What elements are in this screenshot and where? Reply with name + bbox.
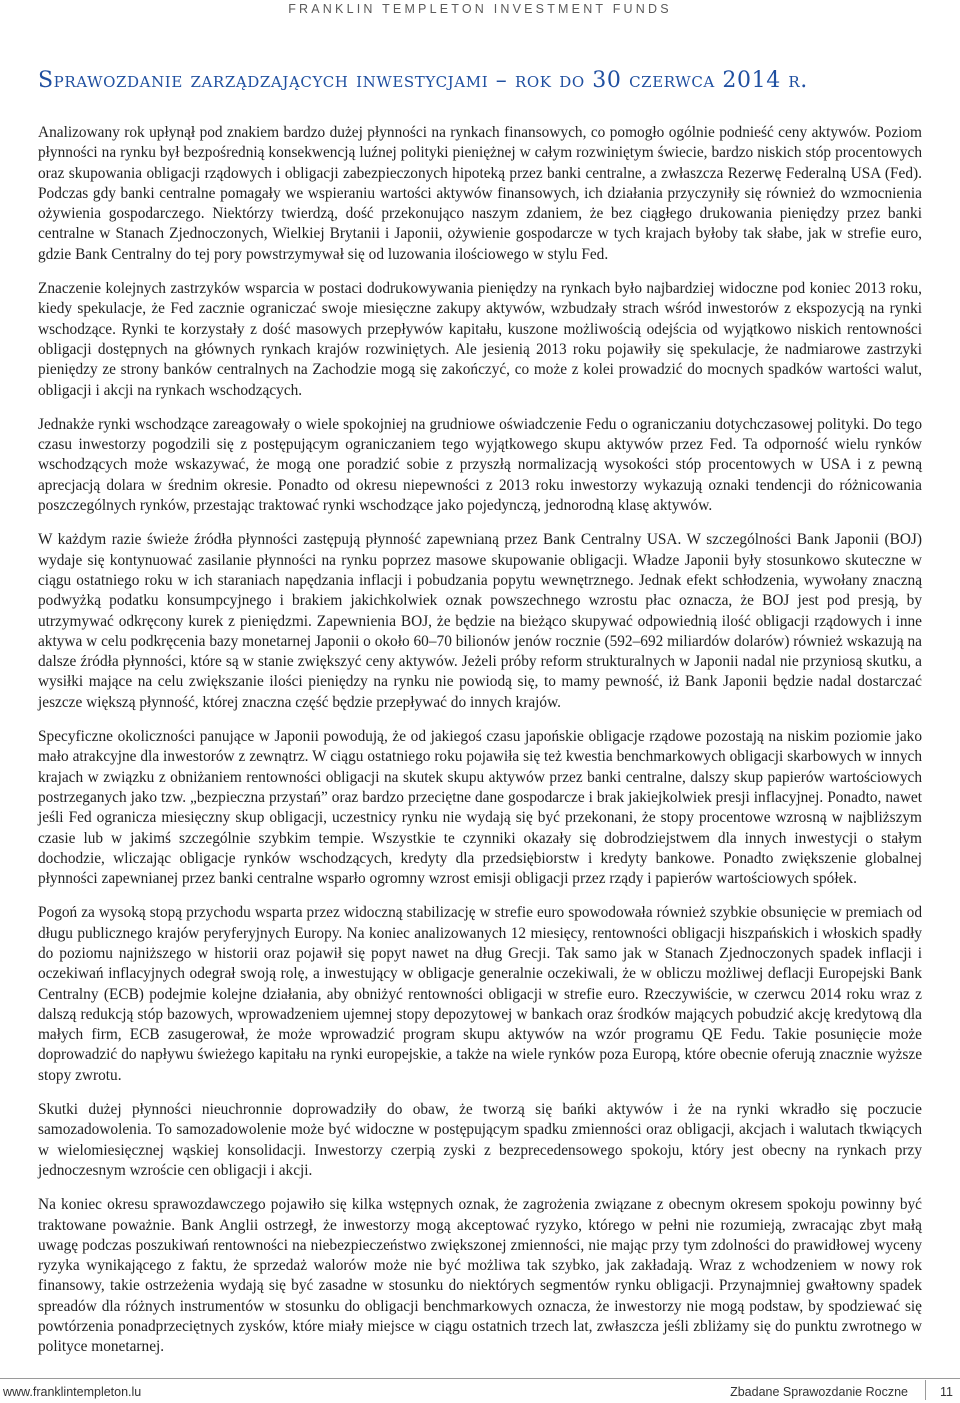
footer-url-link[interactable]: www.franklintempleton.lu <box>3 1385 142 1399</box>
paragraph: Jednakże rynki wschodzące zareagowały o wiele spokojniej na grudniowe oświadczenie Fedu o ograniczaniu dotychczasowej polityki. Do tego czasu inwestorzy pogodzili się z postępującym ograniczaniem tego wyjątkowego skupu aktywów przez Fed. Ta odporność wielu rynków wschodzących może wskazywać, że mogą one poradzić sobie z przyszłą normalizacją wysokości stóp procentowych w USA i z pewną aprecjacją dolara w średnim okresie. Ponadto od okresu niepewności z 2013 roku inwestorzy wykazują oznaki tendencji do różnicowania poszczególnych rynków, przestając traktować rynki wschodzące jako pojedynczą, jednorodną klasę aktywów. <box>38 415 922 515</box>
brand-header: FRANKLIN TEMPLETON INVESTMENT FUNDS <box>288 2 672 16</box>
paragraph: Pogoń za wysoką stopą przychodu wsparta przez widoczną stabilizację w strefie euro spowodowała również szybkie obsunięcie w premiach od długu publicznego krajów peryferyjnych Europy. Na koniec analizowanych 12 miesięcy, rentowności obligacji hiszpańskich i włoskich spadły do poziomu najniższego w historii oraz pojawił się popyt nawet na dług Grecji. Tak samo jak w Stanach Zjednoczonych spadek inflacji i oczekiwań inflacyjnych odegrał swoją rolę, a inwestujący w obligacje generalnie oczekiwali, że w obliczu możliwej deflacji Europejski Bank Centralny (ECB) podejmie kolejne działania, aby obniżyć rentowności obligacji w strefie euro. Rzeczywiście, w czerwcu 2014 roku wraz z dalszą redukcją stóp bazowych, wprowadzeniem ujemnej stopy depozytowej w bankach oraz środków mających pobudzić akcję kredytową dla małych firm, ECB zasugerował, że może wprowadzić program skupu aktywów na wzór programu QE Fedu. Takie posunięcie może doprowadzić do napływu świeżego kapitału na rynki europejskie, a także na wiele rynków poza Europą, które obecnie oferują znacznie wyższe stopy zwrotu. <box>38 904 922 1084</box>
footer-report-name: Zbadane Sprawozdanie Roczne <box>730 1385 908 1399</box>
page-title: Sprawozdanie zarządzających inwestycjami – rok do 30 czerwca 2014 r. <box>38 68 808 93</box>
paragraph: Na koniec okresu sprawozdawczego pojawiło się kilka wstępnych oznak, że zagrożenia związane z obecnym okresem spokoju powinny być traktowane poważnie. Bank Anglii ostrzegł, że inwestorzy mogą akceptować ryzyko, którego w pełni nie rozumieją, zwracając zbyt małą uwagę podczas poszukiwań rentowności na niebezpieczeństwo zwiększonej zmienności, nie mając przy tym zdolności do prawidłowej wyceny ryzyka wynikającego z faktu, że sprzedaż walorów może nie być możliwa tak szybko, jak zakładają. Wraz z wchodzeniem w nowy rok finansowy, takie ostrzeżenia wydają się być zasadne w stosunku do niektórych segmentów rynku obligacji. Przynajmniej gwałtowny spadek spreadów dla różnych instrumentów w stosunku do obligacji benchmarkowych oznacza, że inwestorzy nie mogą podstaw, by spodziewać się powtórzenia ponadprzeciętnych zysków, które miały miejsce w ciągu ostatnich trzech lat, zwłaszcza jeśli zbliżamy się do punktu zwrotnego w polityce monetarnej. <box>38 1196 922 1356</box>
footer-separator <box>925 1380 926 1400</box>
paragraph: W każdym razie świeże źródła płynności zastępują płynność zapewnianą przez Bank Centralny USA. W szczególności Bank Japonii (BOJ) wydaje się kontynuować zasilanie płynności na rynku poprzez masowe skupowanie obligacji. Władze Japonii były stosunkowo skuteczne w ciągu ostatniego roku w ich staraniach napędzania inflacji i pobudzania popytu wewnętrznego. Jednak efekt schłodzenia, wywołany znaczną podwyżką podatku konsumpcyjnego i brakiem jakichkolwiek oznak powszechnego wzrostu płac oznacza, że BOJ jest pod presją, by utrzymywać odkręcony kurek z pieniędzmi. Zapewnienia BOJ, że będzie na bieżąco skupywać odpowiednią ilość obligacji rządowych i inne aktywa w celu podkręcenia bazy monetarnej Japonii o około 60–70 bilionów jenów rocznie (592–692 miliardów dolarów) również wskazują na dalsze źródła płynności, które są w stanie zwiększyć ceny aktywów. Jeżeli próby reform strukturalnych w Japonii nadal nie przyniosą skutku, a wysiłki mające na celu zwiększanie ilości pieniędzy na rynku nie powiodą się, to mamy pewność, iż Bank Japonii będzie nadal dostarczać jeszcze większą płynność, której znaczna część będzie przepływać do innych krajów. <box>38 531 922 711</box>
paragraph: Analizowany rok upłynął pod znakiem bardzo dużej płynności na rynkach finansowych, co pomogło ogólnie podnieść ceny aktywów. Poziom płynności na rynku był bezpośrednią konsekwencją luźnej polityki pieniężnej w całym rozwiniętym świecie, bardzo niskich stóp procentowych oraz skupowania obligacji rządowych i obligacji zabezpieczonych hipoteką przez banki centralne, a zwłaszcza Rezerwę Federalną USA (Fed). Podczas gdy banki centralne pomagały we wspieraniu wartości aktywów finansowych, ich działania przyczyniły się również do wzmocnienia ożywienia gospodarczego. Niektórzy twierdzą, dość przekonująco naszym zdaniem, że bez ciągłego drukowania pieniędzy przez banki centralne w Stanach Zjednoczonych, Wielkiej Brytanii i Japonii, ożywienie gospodarcze w tych krajach byłoby tak słabe, jak w strefie euro, gdzie Bank Centralny do tej pory powstrzymywał się od luzowania ilościowego w stylu Fed. <box>38 124 922 263</box>
page-number: 11 <box>940 1385 953 1399</box>
page-footer <box>0 1385 960 1401</box>
footer-divider <box>0 1378 960 1379</box>
paragraph: Znaczenie kolejnych zastrzyków wsparcia w postaci dodrukowywania pieniędzy na rynkach było najbardziej widoczne pod koniec 2013 roku, kiedy spekulacje, że Fed zacznie ograniczać swoje miesięczne zakupy aktywów, wzbudzały strach wśród inwestorów z ekspozycją na rynki wschodzące. Rynki te korzystały z dość masowych przepływów kapitału, kuszone możliwością odejścia od wyjątkowo niskich rentowności obligacji dostępnych na głównych rynkach krajów rozwiniętych. Ale jesienią 2013 roku pojawiły się spekulacje, że nadmiarowe zastrzyki pieniędzy ze strony banków centralnych na Zachodzie mogą się zakończyć, co może z kolei prowadzić do mocnych spadków wartości walut, obligacji i akcji na rynkach wschodzących. <box>38 280 922 399</box>
paragraph: Skutki dużej płynności nieuchronnie doprowadziły do obaw, że tworzą się bańki aktywów i że na rynki wkradło się poczucie samozadowolenia. To samozadowolenie może być widoczne w postępującym spadku zmienności oraz obligacji, akcjach i walutach tkwiących w wielomiesięcznej wąskiej konsolidacji. Inwestorzy czerpią zyski z bezprecedensowego spokoju, który jest obecny na rynkach przy jednoczesnym wzroście cen obligacji i akcji. <box>38 1101 922 1179</box>
report-body <box>38 123 922 1372</box>
paragraph: Specyficzne okoliczności panujące w Japonii powodują, że od jakiegoś czasu japońskie obligacje rządowe pozostają na niskim poziomie jako mało atrakcyjne dla inwestorów z zewnątrz. W ciągu ostatniego roku pojawiła się też kwestia benchmarkowych obligacji skarbowych w innych krajach w związku z obniżaniem rentowności obligacji na skutek skupu aktywów przez banki centralne, dalszy skup papierów wartościowych postrzeganych jako tzw. „bezpieczna przystań” oraz bardzo przeciętne dane gospodarcze i brak jakiejkolwiek presji inflacyjnej. Ponadto, nawet jeśli Fed ogranicza miesięczny skup obligacji, uczestnicy rynku nie wydają się być przekonani, że stopy procentowe wzrosną w najbliższym czasie lub w jakimś szczególnie szybkim tempie. Wszystkie te czynniki okazały się dobrodziejstwem dla innych inwestycji o stałym dochodzie, wliczając obligacje rynków wschodzących, kredyty dla przedsiębiorstw i kredyty bankowe. Ponadto zwiększenie globalnej płynności zapewnianej przez banki centralne wsparło ogromny wzrost emisji obligacji przez rządy i papierów wartościowych spółek. <box>38 728 922 888</box>
